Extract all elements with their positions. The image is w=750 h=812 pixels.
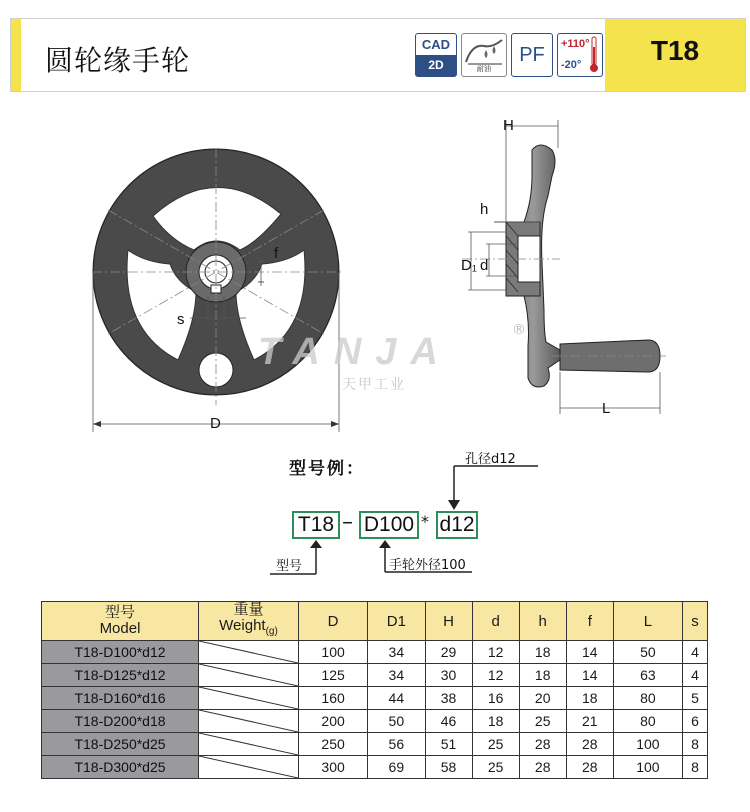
blank-slash <box>199 687 298 709</box>
header-weight <box>199 602 299 641</box>
value-cell-d: 25 <box>472 756 519 779</box>
value-cell-D1: 69 <box>368 756 425 779</box>
value-cell-f: 28 <box>566 756 613 779</box>
value-cell-s: 8 <box>682 756 707 779</box>
table-row <box>42 710 708 733</box>
side-view <box>462 120 666 414</box>
weight-cell <box>199 641 299 664</box>
watermark-brand: TANJA <box>258 331 452 373</box>
value-cell-d: 25 <box>472 733 519 756</box>
value-cell-h: 28 <box>519 733 566 756</box>
pf-material-badge <box>511 33 553 77</box>
header-col-D1: D1 <box>368 602 425 641</box>
value-cell-s: 4 <box>682 641 707 664</box>
header-model-cn: 型号 <box>104 604 135 621</box>
example-part-bore: d12 <box>436 511 478 539</box>
value-cell-D: 125 <box>299 664 368 687</box>
temp-high: +110° <box>561 38 590 50</box>
header-weight-en: Weight <box>219 617 266 634</box>
value-cell-f: 28 <box>566 733 613 756</box>
model-code-box <box>605 19 745 91</box>
header-bar <box>10 18 746 92</box>
value-cell-f: 21 <box>566 710 613 733</box>
value-cell-L: 80 <box>613 710 682 733</box>
value-cell-h: 18 <box>519 664 566 687</box>
value-cell-s: 4 <box>682 664 707 687</box>
spec-table <box>41 601 708 779</box>
header-col-h: h <box>519 602 566 641</box>
model-cell: T18-D250*d25 <box>42 733 199 756</box>
value-cell-D1: 34 <box>368 641 425 664</box>
dim-label-H: H <box>503 117 514 134</box>
header-col-D: D <box>299 602 368 641</box>
technical-drawing <box>0 100 750 440</box>
watermark-brand-cn: 天甲工业 <box>342 377 406 393</box>
value-cell-h: 28 <box>519 756 566 779</box>
header-col-d: d <box>472 602 519 641</box>
value-cell-H: 29 <box>425 641 472 664</box>
header-weight-unit: (g) <box>265 626 278 637</box>
example-dash: – <box>342 510 353 535</box>
value-cell-d: 16 <box>472 687 519 710</box>
weight-cell <box>199 733 299 756</box>
page-title: 圆轮缘手轮 <box>45 44 191 77</box>
value-cell-f: 14 <box>566 664 613 687</box>
dim-label-h: h <box>480 201 489 218</box>
value-cell-L: 80 <box>613 687 682 710</box>
blank-slash <box>199 756 298 778</box>
value-cell-h: 18 <box>519 641 566 664</box>
header-weight-cn: 重量 <box>233 601 264 618</box>
value-cell-D: 100 <box>299 641 368 664</box>
value-cell-H: 51 <box>425 733 472 756</box>
example-star: * <box>421 512 429 531</box>
value-cell-H: 58 <box>425 756 472 779</box>
value-cell-D: 250 <box>299 733 368 756</box>
example-title: 型号例： <box>289 459 365 479</box>
dim-label-f: f <box>274 245 279 262</box>
model-cell: T18-D300*d25 <box>42 756 199 779</box>
header-model <box>42 602 199 641</box>
cad-2d-badge <box>415 33 457 77</box>
dim-label-s: s <box>177 311 185 328</box>
value-cell-h: 20 <box>519 687 566 710</box>
value-cell-D1: 50 <box>368 710 425 733</box>
value-cell-L: 100 <box>613 756 682 779</box>
value-cell-D: 160 <box>299 687 368 710</box>
temp-low: -20° <box>561 59 582 71</box>
watermark-registered: ® <box>512 322 526 338</box>
pf-label: PF <box>519 44 545 66</box>
header-col-f: f <box>566 602 613 641</box>
weight-cell <box>199 687 299 710</box>
value-cell-s: 5 <box>682 687 707 710</box>
value-cell-H: 30 <box>425 664 472 687</box>
header-col-H: H <box>425 602 472 641</box>
weight-cell <box>199 756 299 779</box>
model-code: T18 <box>650 35 700 66</box>
table-row <box>42 641 708 664</box>
value-cell-s: 8 <box>682 733 707 756</box>
value-cell-D1: 56 <box>368 733 425 756</box>
blank-slash <box>199 733 298 755</box>
table-header-row <box>42 602 708 641</box>
example-label-bore: 孔径d12 <box>465 452 516 467</box>
value-cell-f: 18 <box>566 687 613 710</box>
oil-resistance-label: 耐油 <box>477 65 491 73</box>
value-cell-h: 25 <box>519 710 566 733</box>
table-row <box>42 687 708 710</box>
dim-label-L: L <box>602 400 611 417</box>
dim-label-D1: D₁ <box>461 257 477 274</box>
blank-slash <box>199 664 298 686</box>
value-cell-H: 46 <box>425 710 472 733</box>
value-cell-f: 14 <box>566 641 613 664</box>
value-cell-L: 100 <box>613 733 682 756</box>
example-part-diameter: D100 <box>359 511 419 539</box>
example-label-model: 型号 <box>276 559 303 574</box>
model-cell: T18-D160*d16 <box>42 687 199 710</box>
table-row <box>42 733 708 756</box>
value-cell-D1: 34 <box>368 664 425 687</box>
front-view <box>92 148 342 432</box>
spec-table-body <box>42 641 708 779</box>
blank-slash <box>199 641 298 663</box>
value-cell-s: 6 <box>682 710 707 733</box>
cad-badge-top: CAD <box>421 37 451 52</box>
model-example <box>0 440 750 590</box>
header-col-s: s <box>682 602 707 641</box>
value-cell-L: 63 <box>613 664 682 687</box>
value-cell-L: 50 <box>613 641 682 664</box>
oil-resistance-badge <box>461 33 507 77</box>
value-cell-d: 12 <box>472 641 519 664</box>
model-cell: T18-D125*d12 <box>42 664 199 687</box>
weight-cell <box>199 664 299 687</box>
dim-label-D: D <box>210 415 221 432</box>
value-cell-D: 200 <box>299 710 368 733</box>
value-cell-d: 12 <box>472 664 519 687</box>
value-cell-H: 38 <box>425 687 472 710</box>
header-col-L: L <box>613 602 682 641</box>
example-part-model: T18 <box>292 511 340 539</box>
value-cell-D1: 44 <box>368 687 425 710</box>
dim-label-d: d <box>480 257 489 274</box>
table-row <box>42 756 708 779</box>
table-row <box>42 664 708 687</box>
example-label-diameter: 手轮外径100 <box>389 558 466 573</box>
model-cell: T18-D200*d18 <box>42 710 199 733</box>
header-accent-bar <box>11 19 21 91</box>
thermometer-icon <box>588 35 600 75</box>
value-cell-D: 300 <box>299 756 368 779</box>
header-model-en: Model <box>99 620 141 637</box>
model-cell: T18-D100*d12 <box>42 641 199 664</box>
cad-badge-bottom: 2D <box>416 55 456 76</box>
value-cell-d: 18 <box>472 710 519 733</box>
weight-cell <box>199 710 299 733</box>
blank-slash <box>199 710 298 732</box>
temperature-badge <box>557 33 603 77</box>
